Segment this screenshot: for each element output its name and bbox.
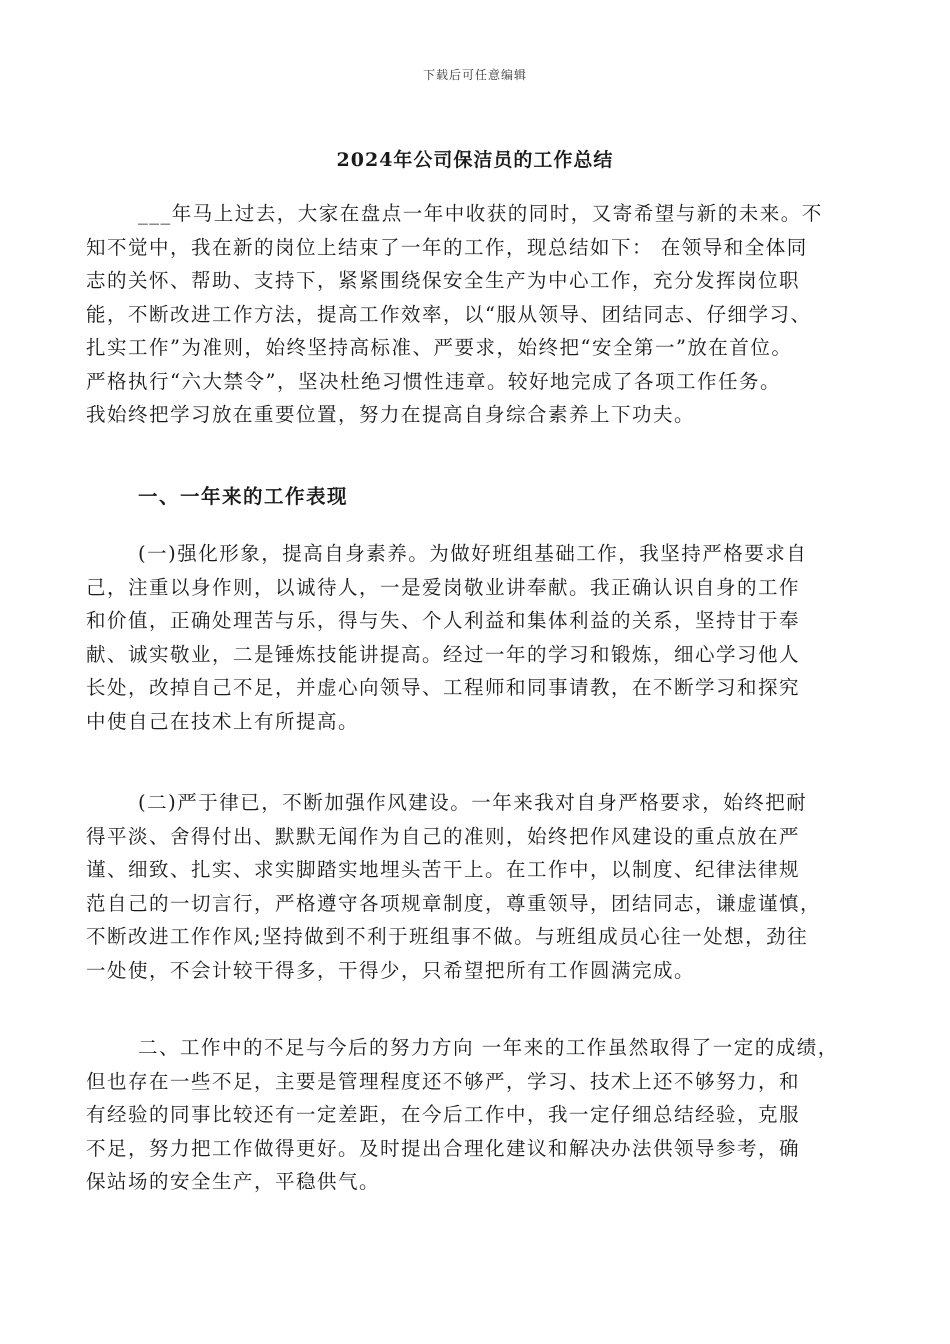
paragraph-line: 严格执行“六大禁令”，坚决杜绝习惯性违章。较好地完成了各项工作任务。: [86, 369, 781, 393]
paragraph-line: (二)严于律已，不断加强作风建设。一年来我对自身严格要求，始终把耐: [138, 791, 808, 814]
paragraph-line: 献、诚实敬业，二是锤炼技能讲提高。经过一年的学习和锻炼，细心学习他人: [86, 642, 801, 666]
paragraph-line: 有经验的同事比较还有一定差距，在今后工作中，我一定仔细总结经验，克服: [86, 1103, 801, 1126]
paragraph-line: (一)强化形象，提高自身素养。为做好班组基础工作，我坚持严格要求自: [138, 542, 808, 565]
section-heading-1: [86, 480, 876, 514]
header-note: 下载后可任意编辑: [422, 68, 527, 82]
paragraph-intro: [86, 197, 876, 432]
section-heading: 一、一年来的工作表现: [138, 485, 349, 508]
paragraph-line: 能，不断改进工作方法，提高工作效率，以“服从领导、团结同志、仔细学习、: [86, 302, 812, 326]
paragraph-line: 知不觉中，我在新的岗位上结束了一年的工作，现总结如下： 在领导和全体同: [86, 235, 808, 259]
paragraph-line: 和价值，正确处理苦与乐，得与失、个人利益和集体利益的关系，坚持甘于奉: [86, 609, 801, 632]
paragraph-line: 己，注重以身作则，以诚待人，一是爱岗敬业讲奉献。我正确认识自身的工作: [86, 575, 801, 599]
paragraph-shortcomings: [86, 1031, 876, 1199]
paragraph-line: 不断改进工作作风;坚持做到不利于班组事不做。与班组成员心往一处想，劲往: [86, 925, 809, 948]
paragraph-line: ___年马上过去，大家在盘点一年中收获的同时，又寄希望与新的未来。不: [138, 202, 823, 225]
paragraph-line: 保站场的安全生产，平稳供气。: [86, 1170, 381, 1193]
paragraph-discipline: [86, 786, 876, 987]
paragraph-line: 谨、细致、扎实、求实脚踏实地埋头苦干上。在工作中，以制度、纪律法律规: [86, 858, 801, 881]
paragraph-line: 范自己的一切言行，严格遵守各项规章制度，尊重领导，团结同志，谦虚谨慎，: [86, 891, 822, 915]
document-title: 2024年公司保洁员的工作总结: [336, 149, 614, 171]
paragraph-line: 扎实工作”为准则，始终坚持高标准、严要求，始终把“安全第一”放在首位。: [86, 336, 793, 359]
paragraph-line: 志的关怀、帮助、支持下，紧紧围绕保安全生产为中心工作，充分发挥岗位职: [86, 269, 801, 292]
paragraph-line: 不足，努力把工作做得更好。及时提出合理化建议和解决办法供领导参考，确: [86, 1136, 801, 1160]
paragraph-line: 中使自己在技术上有所提高。: [86, 709, 360, 733]
paragraph-line: 二、工作中的不足与今后的努力方向 一年来的工作虽然取得了一定的成绩，: [138, 1036, 839, 1059]
paragraph-image: [86, 537, 876, 738]
paragraph-line: 得平淡、舍得付出、默默无闻作为自己的准则，始终把作风建设的重点放在严: [86, 824, 801, 848]
paragraph-line: 一处使，不会计较干得多，干得少，只希望把所有工作圆满完成。: [86, 958, 696, 982]
paragraph-line: 但也存在一些不足，主要是管理程度还不够严，学习、技术上还不够努力，和: [86, 1069, 801, 1093]
paragraph-line: 长处，改掉自己不足，并虚心向领导、工程师和同事请教，在不断学习和探究: [86, 676, 801, 699]
paragraph-line: 我始终把学习放在重要位置，努力在提高自身综合素养上下功夫。: [86, 403, 696, 426]
